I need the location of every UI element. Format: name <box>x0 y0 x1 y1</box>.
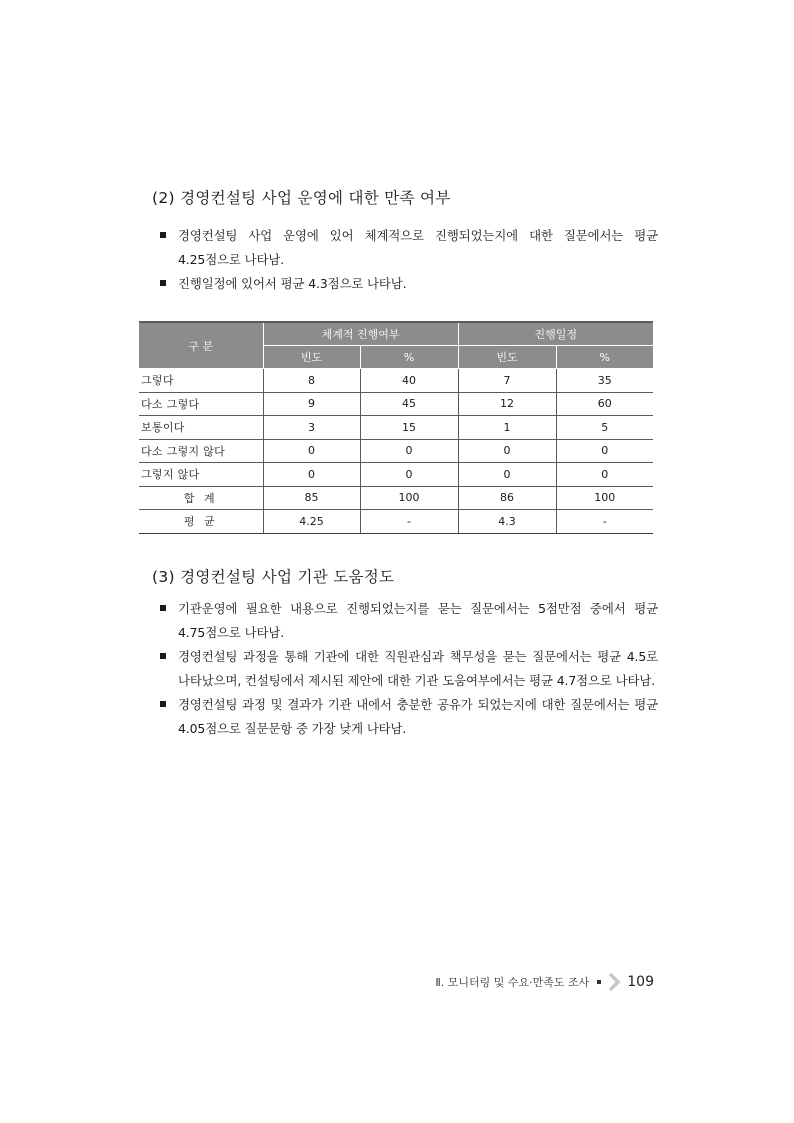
bullet-item <box>152 693 658 740</box>
cell-freq: 0 <box>458 439 556 463</box>
cell-freq: 8 <box>263 369 360 393</box>
section-2-bullets <box>152 224 658 297</box>
header-group-systematic: 체계적 진행여부 <box>263 322 458 346</box>
table-row <box>139 439 653 463</box>
row-label: 그렇다 <box>139 369 263 393</box>
header-pct: % <box>556 346 653 369</box>
bullet-square-icon <box>160 232 166 238</box>
bullet-square-icon <box>160 653 166 659</box>
cell-freq: 4.3 <box>458 510 556 534</box>
table-row <box>139 416 653 440</box>
cell-pct: - <box>360 510 458 534</box>
row-label: 합 계 <box>139 486 263 510</box>
page-footer <box>435 972 654 992</box>
cell-pct: 0 <box>556 463 653 487</box>
cell-freq: 86 <box>458 486 556 510</box>
table-average-row <box>139 510 653 534</box>
table-row <box>139 369 653 393</box>
row-label: 평 균 <box>139 510 263 534</box>
header-freq: 빈도 <box>263 346 360 369</box>
table-header-row <box>139 322 653 346</box>
cell-freq: 9 <box>263 392 360 416</box>
row-label: 보통이다 <box>139 416 263 440</box>
cell-pct: 60 <box>556 392 653 416</box>
cell-pct: 100 <box>556 486 653 510</box>
cell-freq: 85 <box>263 486 360 510</box>
bullet-item <box>152 597 658 644</box>
cell-freq: 3 <box>263 416 360 440</box>
header-freq: 빈도 <box>458 346 556 369</box>
row-label: 다소 그렇지 않다 <box>139 439 263 463</box>
table-total-row <box>139 486 653 510</box>
bullet-text: 경영컨설팅 과정 및 결과가 기관 내에서 충분한 공유가 되었는지에 대한 질문에서는 평균 4.05점으로 질문문항 중 가장 낮게 나타남. <box>178 697 658 736</box>
cell-freq: 12 <box>458 392 556 416</box>
bullet-text: 경영컨설팅 사업 운영에 있어 체계적으로 진행되었는지에 대한 질문에서는 평균 4.25점으로 나타남. <box>178 228 658 267</box>
bullet-square-icon <box>160 605 166 611</box>
cell-pct: 0 <box>556 439 653 463</box>
cell-freq: 0 <box>263 463 360 487</box>
cell-freq: 0 <box>458 463 556 487</box>
header-group-schedule: 진행일정 <box>458 322 653 346</box>
cell-pct: 0 <box>360 439 458 463</box>
bullet-item <box>152 272 658 296</box>
cell-pct: - <box>556 510 653 534</box>
cell-pct: 100 <box>360 486 458 510</box>
section-3-bullets <box>152 597 658 741</box>
bullet-square-icon <box>160 280 166 286</box>
footer-dot-icon <box>597 980 601 984</box>
header-pct: % <box>360 346 458 369</box>
cell-freq: 0 <box>263 439 360 463</box>
table-row <box>139 463 653 487</box>
section-3-title: (3) 경영컨설팅 사업 기관 도움정도 <box>152 568 395 586</box>
bullet-item <box>152 224 658 271</box>
page-number: 109 <box>627 974 654 990</box>
cell-pct: 45 <box>360 392 458 416</box>
cell-freq: 7 <box>458 369 556 393</box>
row-label: 그렇지 않다 <box>139 463 263 487</box>
bullet-text: 진행일정에 있어서 평균 4.3점으로 나타남. <box>178 276 407 291</box>
row-label: 다소 그렇다 <box>139 392 263 416</box>
satisfaction-table <box>139 321 653 534</box>
chevron-right-icon <box>607 972 621 992</box>
bullet-item <box>152 645 658 692</box>
table-row <box>139 392 653 416</box>
cell-pct: 40 <box>360 369 458 393</box>
section-2-title: (2) 경영컨설팅 사업 운영에 대한 만족 여부 <box>152 189 451 207</box>
bullet-text: 경영컨설팅 과정을 통해 기관에 대한 직원관심과 책무성을 묻는 질문에서는 평균 4.5로 나타났으며, 컨설팅에서 제시된 제안에 대한 기관 도움여부에서는 평균 4.7점으로 나타남. <box>178 649 658 688</box>
bullet-square-icon <box>160 701 166 707</box>
cell-freq: 4.25 <box>263 510 360 534</box>
cell-pct: 5 <box>556 416 653 440</box>
cell-pct: 15 <box>360 416 458 440</box>
header-category: 구 분 <box>139 322 263 369</box>
bullet-text: 기관운영에 필요한 내용으로 진행되었는지를 묻는 질문에서는 5점만점 중에서 평균 4.75점으로 나타남. <box>178 601 658 640</box>
cell-pct: 0 <box>360 463 458 487</box>
cell-pct: 35 <box>556 369 653 393</box>
footer-chapter: Ⅱ. 모니터링 및 수요·만족도 조사 <box>435 976 590 989</box>
cell-freq: 1 <box>458 416 556 440</box>
